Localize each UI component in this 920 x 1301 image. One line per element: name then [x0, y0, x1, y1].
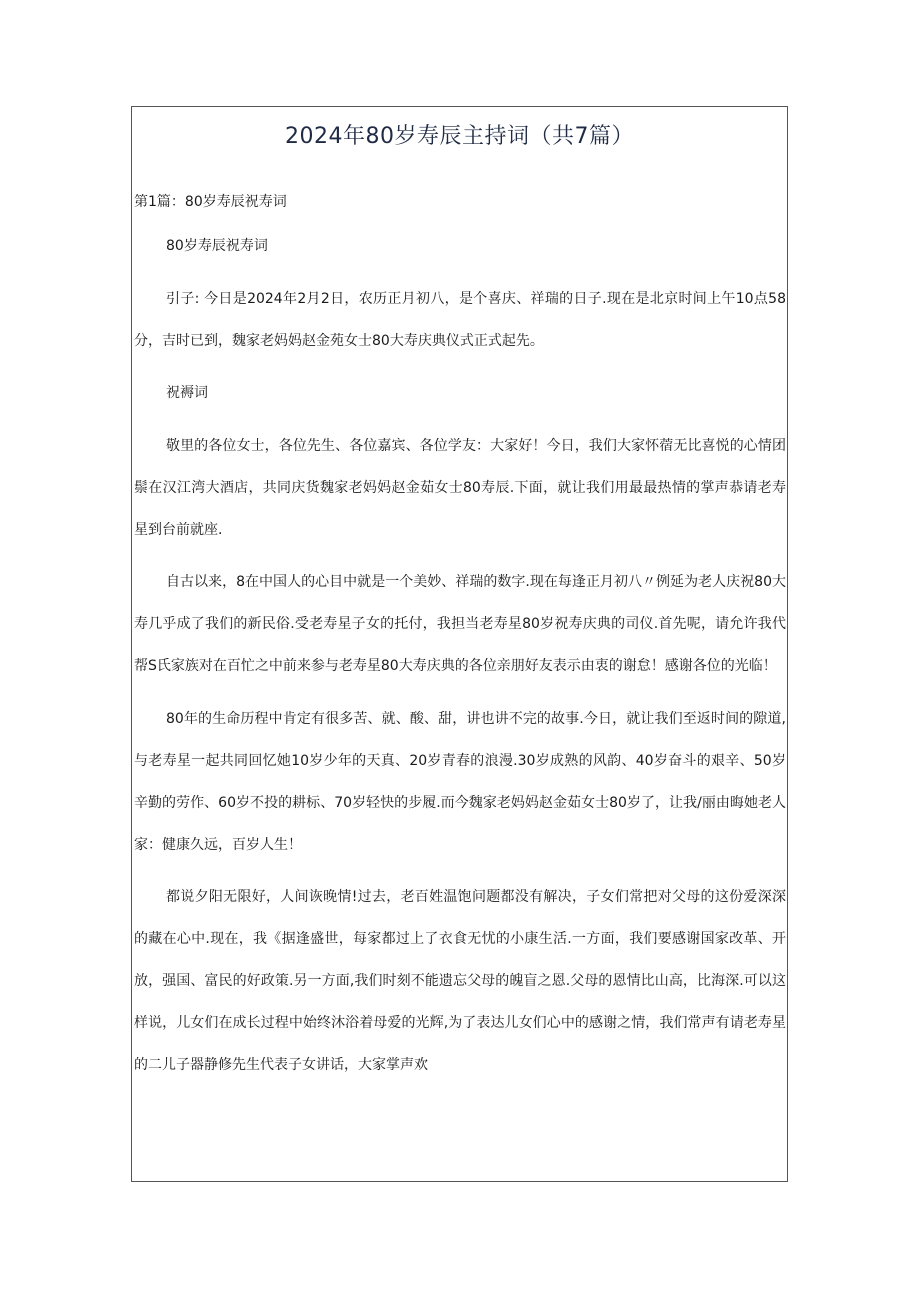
document-page: [131, 106, 788, 1182]
paragraph-intro: 引子: 今日是2024年2月2日，农历正月初八，是个喜庆、祥瑞的日子.现在是北京时间上午10点58分，吉时已到，魏家老妈妈赵金苑女士80大寿庆典仪式正式起先。: [134, 290, 786, 349]
document-title: 2024年80岁寿辰主持词（共7篇）: [285, 124, 634, 149]
paragraph-heading-blessing: 祝褥词: [166, 385, 208, 401]
paragraph-life-history: 80年的生命历程中肯定有很多苦、就、酸、甜，讲也讲不完的故事.今日，就让我们至返时间的隙道,与老寿星一起共同回忆她10岁少年的天真、20岁青春的浪漫.30岁成熟的风韵、40岁奋斗的艰辛、50岁辛勤的劳作、60岁不投的耕标、70岁轻快的步履.而今魏家老妈妈赵金茹女士80岁了，让我/丽由晦她老人家：健康久远，百岁人生！: [134, 710, 786, 853]
paragraph-subtitle: 80岁寿辰祝寿词: [166, 238, 268, 254]
paragraph-greeting: 敬里的各位女士，各位先生、各位嘉宾、各位学友：大家好！今日，我们大家怀蓿无比喜悦的心情团鬃在汉江湾大酒店，共同庆货魏家老妈妈赵金茹女士80寿辰.下面，就让我们用最最热情的掌声恭请老寿星到台前就座.: [134, 437, 786, 538]
document-body: [134, 225, 786, 1097]
section-heading: 第1篇：80岁寿辰祝寿词: [134, 194, 287, 210]
paragraph-tradition: 自古以来，8在中国人的心目中就是一个美妙、祥瑞的数字.现在每逢正月初八〃例延为老人庆祝80大寿几乎成了我们的新民俗.受老寿星子女的托付，我担当老寿星80岁祝寿庆典的司仪.首先呢，请允许我代帮S氏家族对在百忙之中前来参与老寿星80大寿庆典的各位亲朋好友表示由衷的谢怠！感谢各位的光临！: [134, 574, 786, 674]
paragraph-gratitude: 都说夕阳无限好，人间诙晚情!过去，老百姓温饱问题都没有解决，子女们常把对父母的这份爱深深的藏在心中.现在，我《据逢盛世，每家都过上了衣食无忧的小康生活.一方面，我们要感谢国家改革、开放，强国、富民的好政策.另一方面,我们时刻不能遗忘父母的魄盲之恩.父母的恩情比山高，比海深.可以这样说，儿女们在成长过程中始终沐浴着母爱的光辉,为了表达儿女们心中的感谢之情，我们常声有请老寿星的二儿子器静修先生代表子女讲话，大家掌声欢: [134, 889, 786, 1073]
